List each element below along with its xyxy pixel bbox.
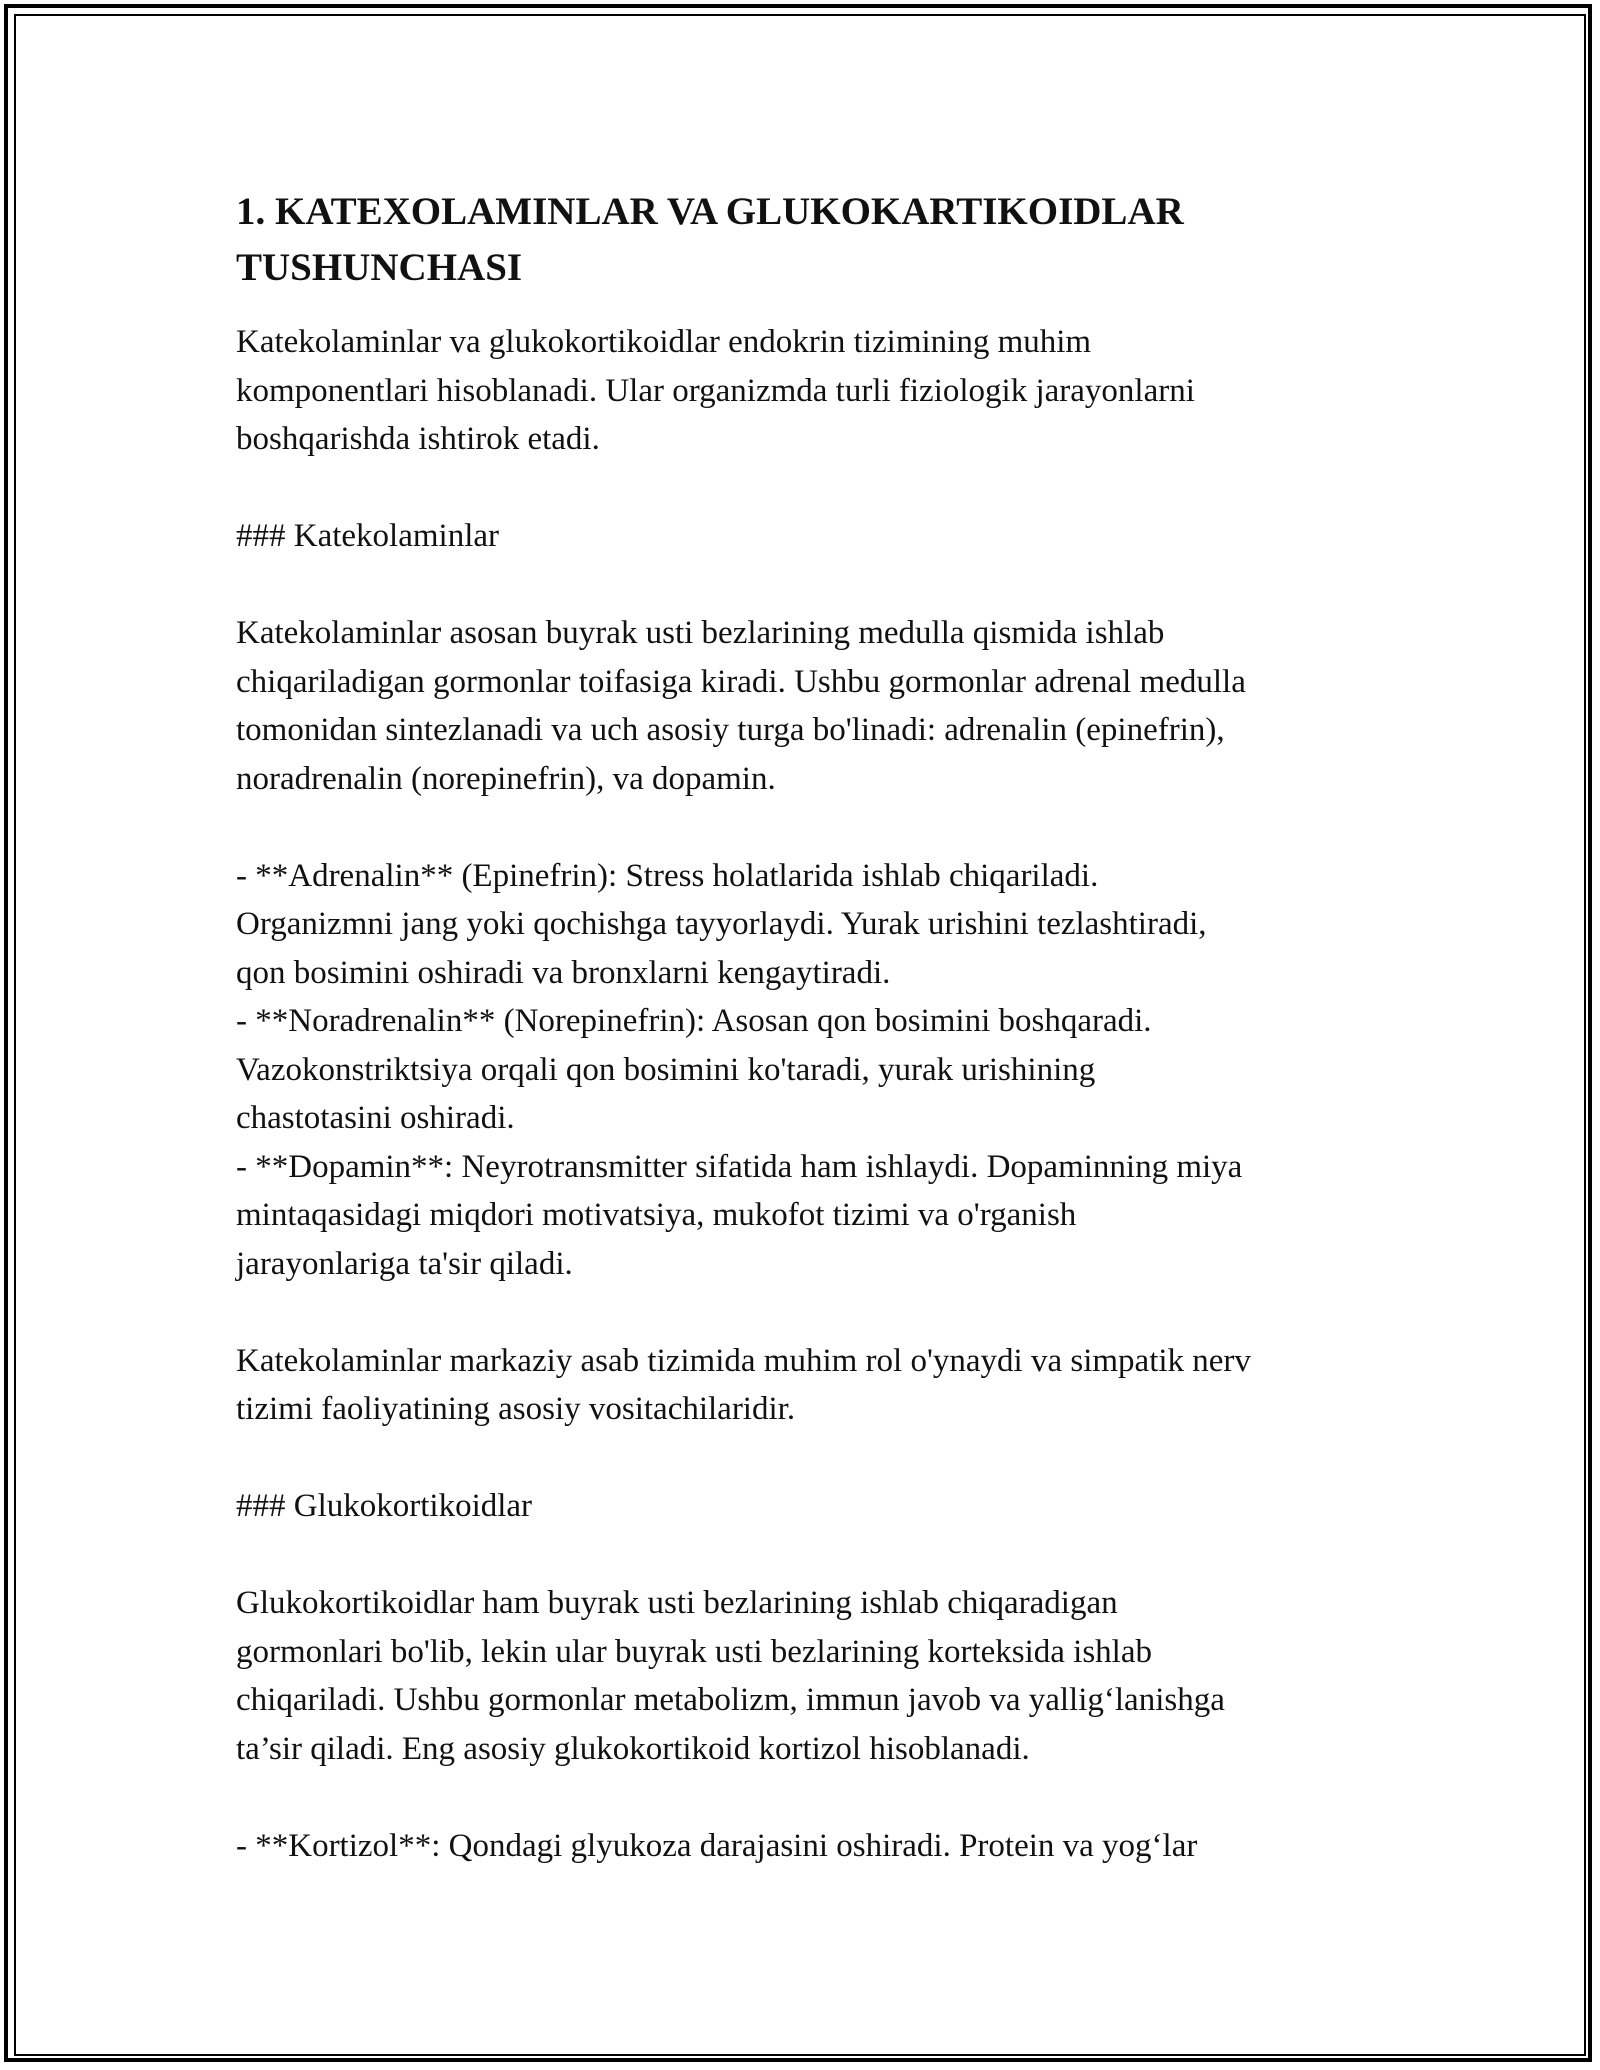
bullet-dopamin: - **Dopamin**: Neyrotransmitter sifatida ham ishlaydi. Dopaminning miya mintaqasidagi miqdori motivatsiya, mukofot tizimi va o'rganish jarayonlariga ta'sir qiladi. [236, 1148, 1243, 1282]
spacer [236, 1531, 1386, 1580]
bullet-adrenalin: - **Adrenalin** (Epinefrin): Stress holatlarida ishlab chiqariladi. Organizmni jang yoki qochishga tayyorlaydi. Yurak urishini tezlashtiradi, qon bosimini oshiradi va bronxlarni kengaytiradi. [236, 857, 1207, 991]
spacer [236, 1773, 1386, 1822]
spacer [236, 464, 1386, 513]
bullet-noradrenalin: - **Noradrenalin** (Norepinefrin): Asosan qon bosimini boshqaradi. Vazokonstriktsiya orqali qon bosimini ko'taradi, yurak urishining chastotasini oshiradi. [236, 1003, 1152, 1136]
section-heading-glukokortikoidlar: ### Glukokortikoidlar [236, 1488, 533, 1524]
section-heading-katekolaminlar: ### Katekolaminlar [236, 518, 500, 554]
spacer [236, 803, 1386, 852]
bullet-kortizol: - **Kortizol**: Qondagi glyukoza darajasini oshiradi. Protein va yog‘lar [236, 1827, 1198, 1864]
katekolaminlar-summary: Katekolaminlar markaziy asab tizimida muhim rol o'ynaydi va simpatik nerv tizimi faoliyatining asosiy vositachilaridir. [236, 1342, 1251, 1427]
glukokortikoidlar-paragraph: Glukokortikoidlar ham buyrak usti bezlarining ishlab chiqaradigan gormonlari bo'lib, lekin ular buyrak usti bezlarining korteksida ishlab chiqariladi. Ushbu gormonlar metabolizm, immun javob va yallig‘lanishga ta’sir qiladi. Eng asosiy glukokortikoid kortizol hisoblanadi. [236, 1585, 1225, 1767]
intro-paragraph: Katekolaminlar va glukokortikoidlar endokrin tizimining muhim komponentlari hisoblanadi. Ular organizmda turli fiziologik jarayonlarni boshqarishda ishtirok etadi. [236, 324, 1195, 457]
spacer [236, 1288, 1386, 1337]
title-line-1: 1. KATEXOLAMINLAR VA GLUKOKARTIKOIDLAR [236, 190, 1184, 233]
document-body [236, 184, 1386, 1870]
katekolaminlar-paragraph: Katekolaminlar asosan buyrak usti bezlarining medulla qismida ishlab chiqariladigan gormonlar toifasiga kiradi. Ushbu gormonlar adrenal medulla tomonidan sintezlanadi va uch asosiy turga bo'linadi: adrenalin (epinefrin), noradrenalin (norepinefrin), va dopamin. [236, 615, 1246, 797]
title-line-2: TUSHUNCHASI [236, 246, 523, 289]
document-title [236, 184, 1386, 296]
spacer [236, 561, 1386, 610]
spacer [236, 1434, 1386, 1483]
